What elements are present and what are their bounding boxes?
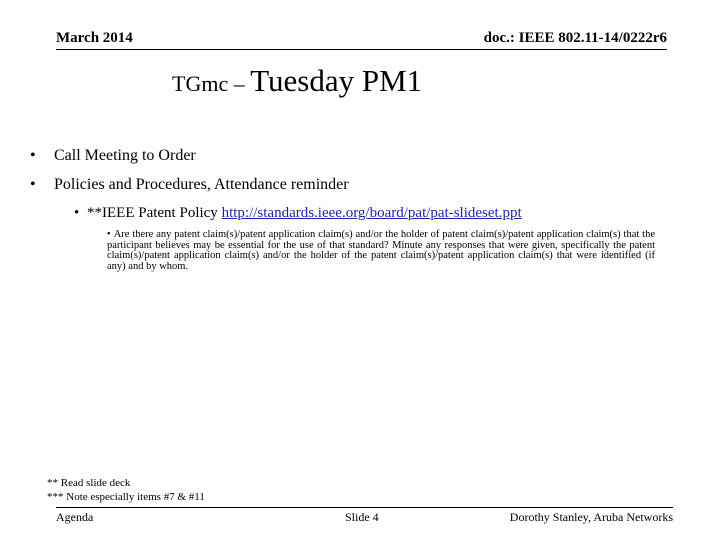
sub-bullet-patent-policy	[74, 204, 678, 223]
footer-slide-number: Slide 4	[345, 510, 379, 524]
footer-author: Dorothy Stanley, Aruba Networks	[509, 510, 673, 524]
slide-title-prefix: TGmc –	[172, 71, 251, 96]
patent-question-text: Are there any patent claim(s)/patent application claim(s) and/or the holder of patent claim(s)/patent application claim(s) that the participant believes may be essential for the use of that standard? Minute any responses that were given, specifically the patent claim(s)/patent application claim(s) and/or the holder of the patent claim(s)/patent application claim(s) that were identified (if any) and by whom.	[107, 229, 655, 272]
patent-policy-link[interactable]: http://standards.ieee.org/board/pat/pat-slideset.ppt	[221, 205, 522, 221]
note-read-deck: ** Read slide deck	[47, 477, 131, 489]
sub-sub-bullet-patent-question	[107, 230, 655, 272]
footer-left: Agenda	[56, 510, 94, 524]
notes	[47, 476, 205, 504]
bullet-dot: •	[107, 229, 111, 240]
header-divider	[56, 49, 667, 50]
bullet-list	[28, 146, 678, 272]
slide-title	[172, 62, 422, 103]
header-date: March 2014	[56, 30, 133, 46]
header-doc-id: doc.: IEEE 802.11-14/0222r6	[483, 30, 667, 46]
note-items: *** Note especially items #7 & #11	[47, 491, 205, 503]
slide-title-main: Tuesday PM1	[250, 63, 423, 98]
patent-policy-label: **IEEE Patent Policy	[87, 205, 222, 221]
footer-divider	[56, 507, 673, 508]
bullet-policies: • Policies and Procedures, Attendance reminder	[28, 175, 678, 195]
bullet-call-meeting: • Call Meeting to Order	[28, 146, 678, 166]
